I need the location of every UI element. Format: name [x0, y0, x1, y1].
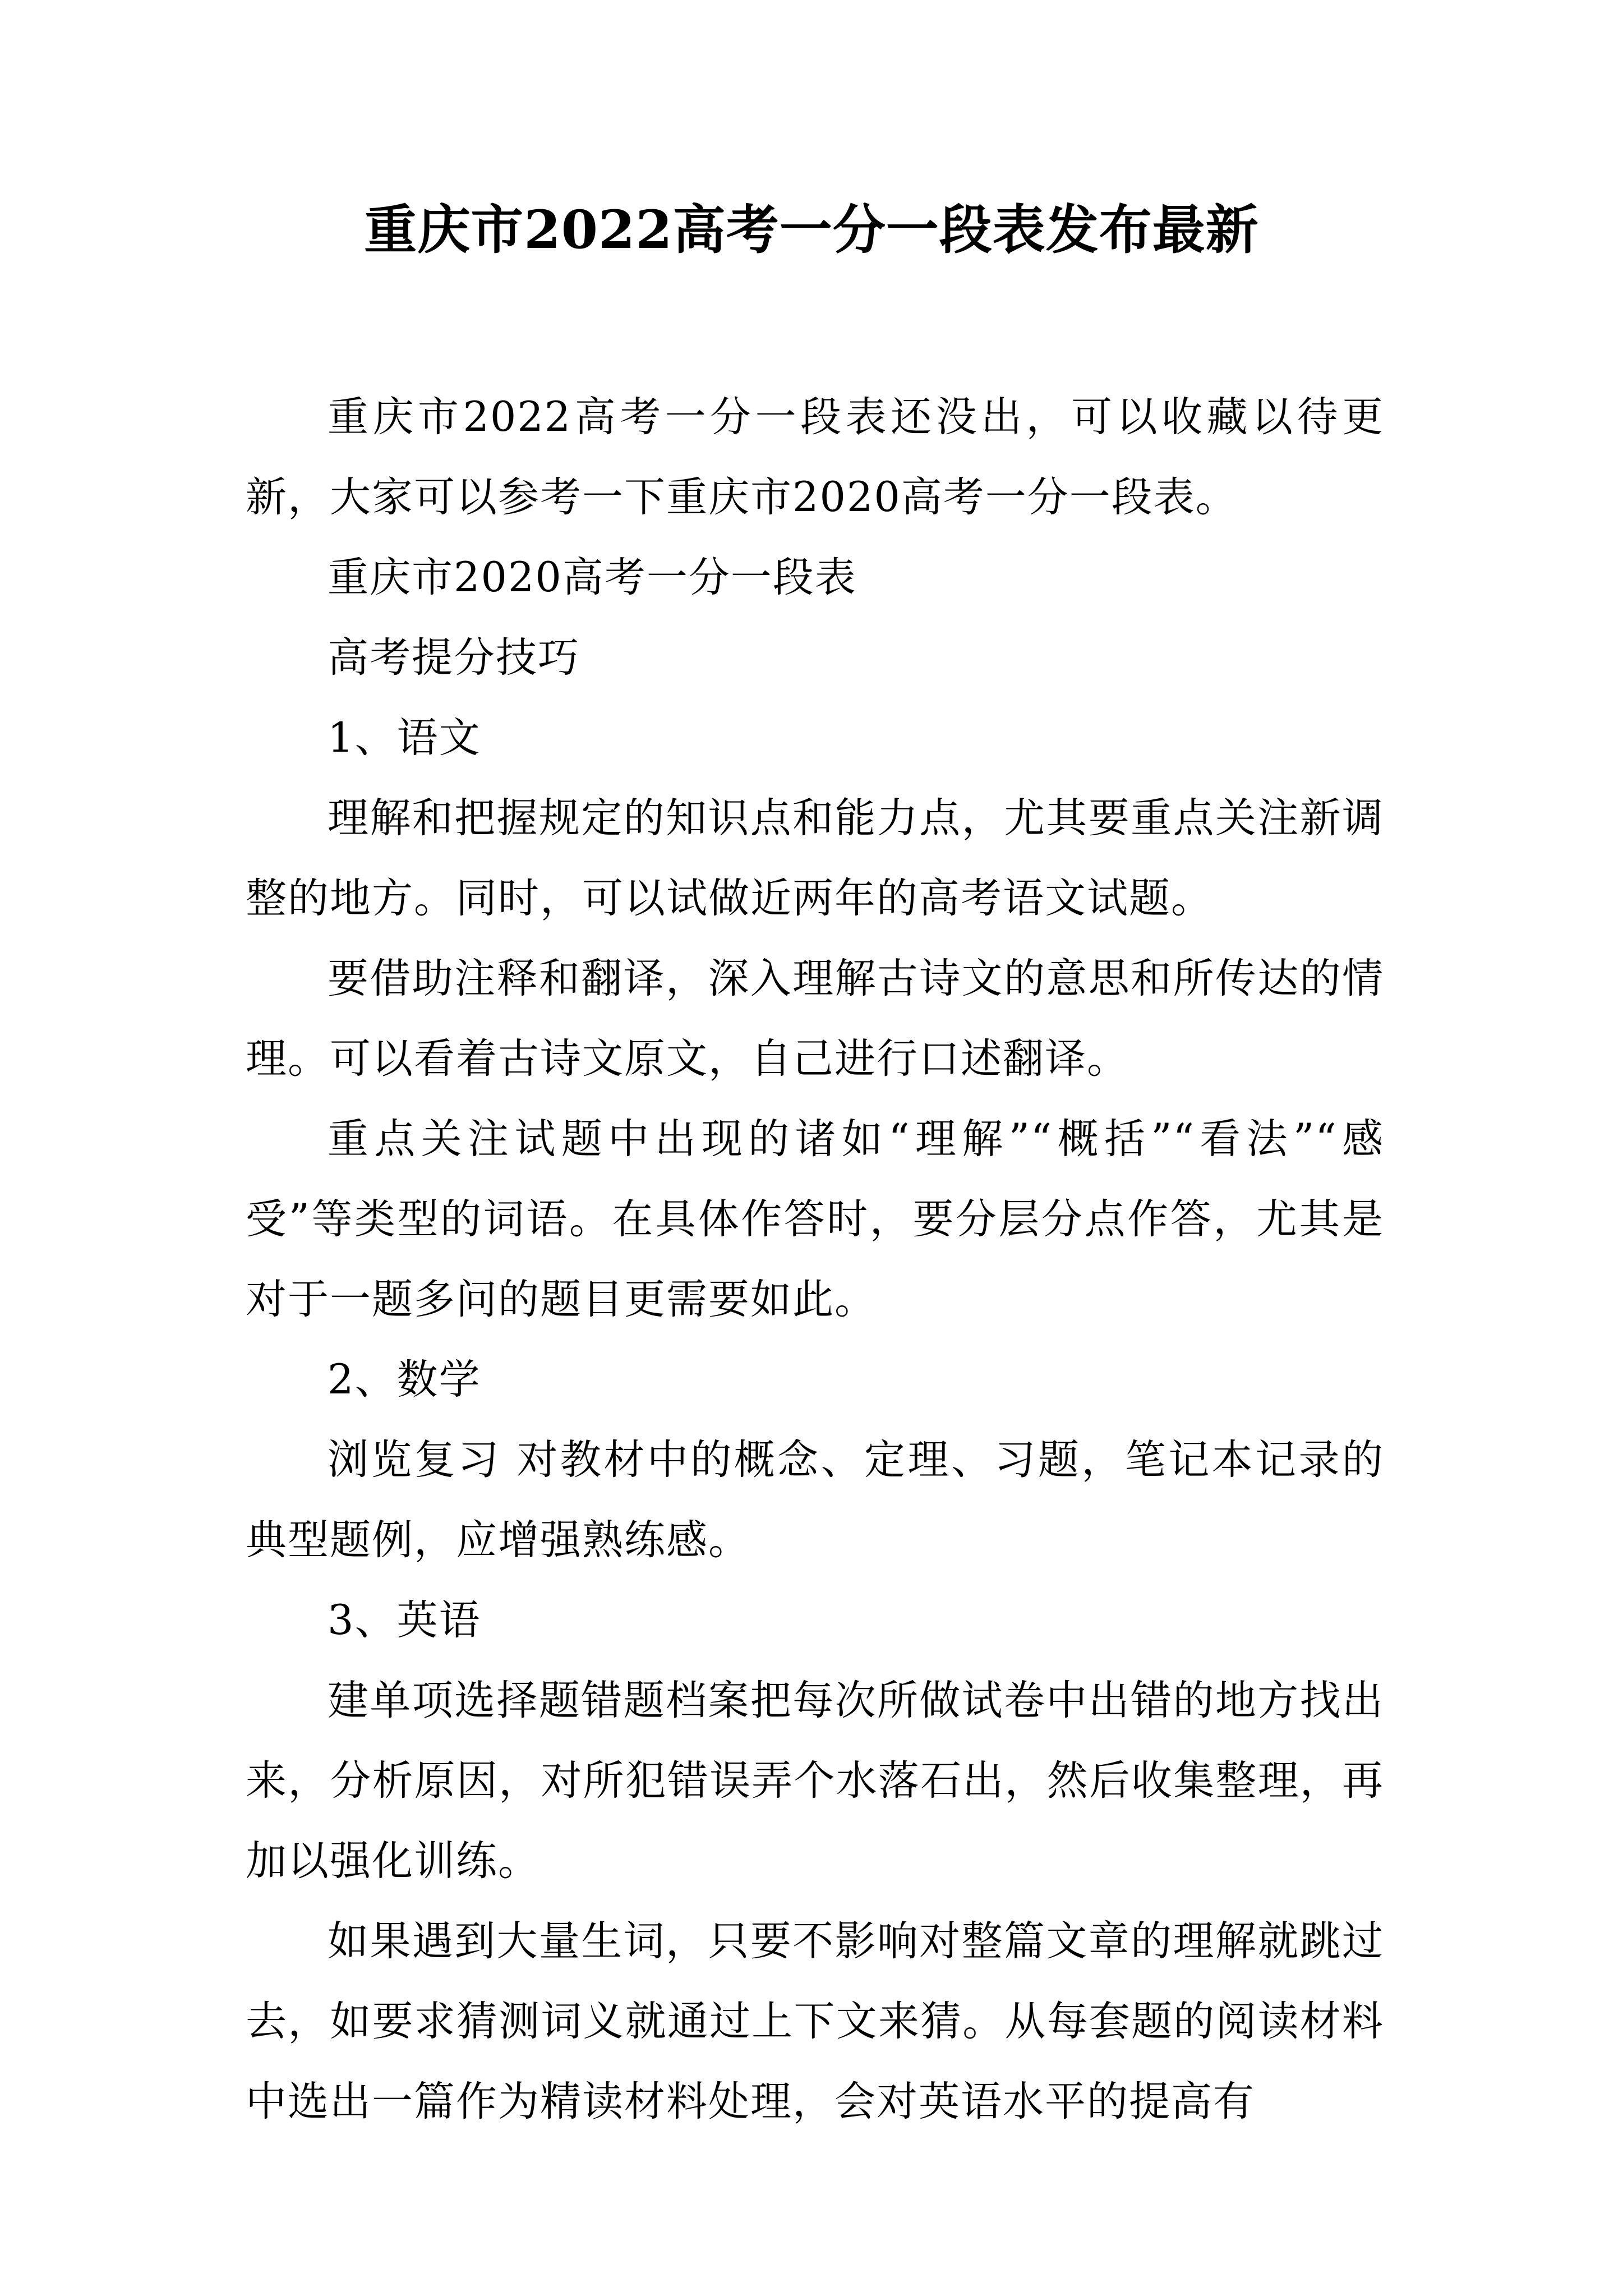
paragraph-chinese-1: 理解和把握规定的知识点和能力点，尤其要重点关注新调整的地方。同时，可以试做近两年的高考语文试题。 [246, 794, 1384, 922]
section-heading-tips: 高考提分技巧 [328, 634, 580, 682]
paragraph-english-1: 建单项选择题错题档案把每次所做试卷中出错的地方找出来，分析原因，对所犯错误弄个水落石出，然后收集整理，再加以强化训练。 [246, 1677, 1384, 1885]
subheading-english: 3、英语 [328, 1596, 481, 1644]
subheading-math: 2、数学 [328, 1356, 481, 1404]
paragraph-chinese-2: 要借助注释和翻译，深入理解古诗文的意思和所传达的情理。可以看着古诗文原文，自己进行口述翻译。 [246, 955, 1384, 1083]
paragraph-english-2: 如果遇到大量生词，只要不影响对整篇文章的理解就跳过去，如要求猜测词义就通过上下文来猜。从每套题的阅读材料中选出一篇作为精读材料处理，会对英语水平的提高有 [246, 1917, 1384, 2125]
document-body [246, 377, 1384, 2142]
paragraph-table-heading: 重庆市2020高考一分一段表 [328, 554, 857, 601]
paragraph-math-1: 浏览复习 对教材中的概念、定理、习题，笔记本记录的典型题例，应增强熟练感。 [246, 1436, 1384, 1564]
subheading-chinese: 1、语文 [328, 714, 481, 762]
paragraph-chinese-3: 重点关注试题中出现的诸如“理解”“概括”“看法”“感受”等类型的词语。在具体作答时，要分层分点作答，尤其是对于一题多问的题目更需要如此。 [246, 1115, 1384, 1323]
paragraph-intro: 重庆市2022高考一分一段表还没出，可以收藏以待更新，大家可以参考一下重庆市2020高考一分一段表。 [246, 393, 1384, 521]
document-title: 重庆市2022高考一分一段表发布最新 [364, 199, 1259, 261]
